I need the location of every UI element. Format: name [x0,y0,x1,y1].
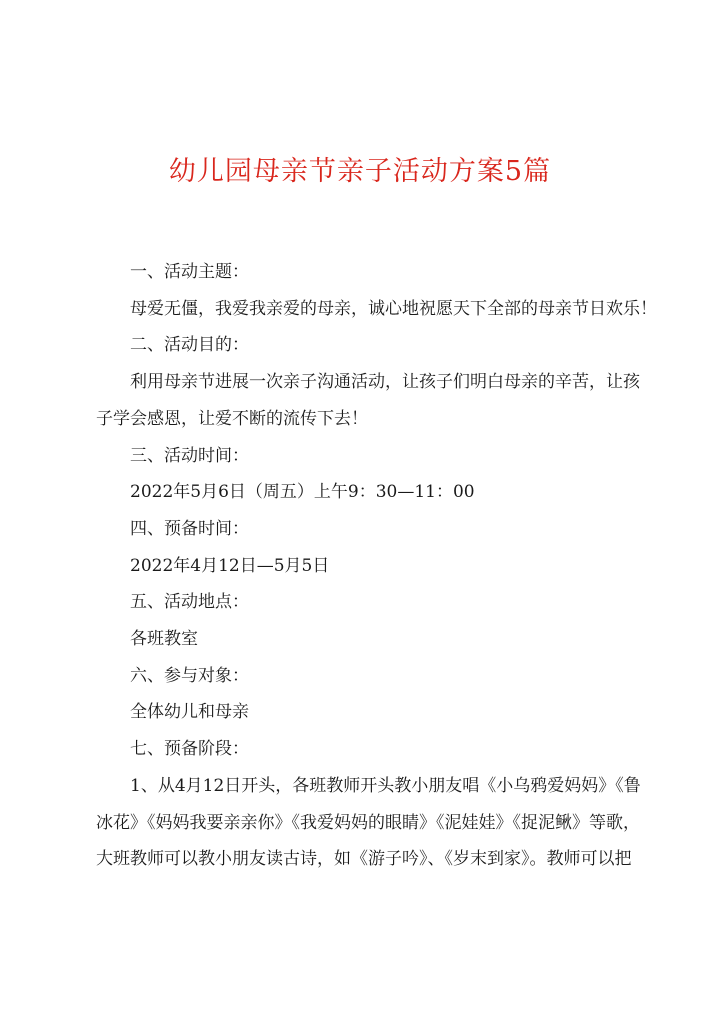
section-heading-time: 三、活动时间： [130,445,249,466]
section-heading-purpose: 二、活动目的： [130,335,249,356]
paragraph-line: 利用母亲节进展一次亲子沟通活动，让孩子们明白母亲的辛苦，让孩 [130,372,640,393]
paragraph-line: 子学会感恩，让爱不断的流传下去！ [96,408,368,429]
document-title: 幼儿园母亲节亲子活动方案5篇 [168,156,552,187]
paragraph-line: 各班教室 [130,629,198,650]
section-heading-prep-stage: 七、预备阶段： [130,739,249,760]
section-heading-location: 五、活动地点： [130,592,249,613]
paragraph-line: 全体幼儿和母亲 [130,702,249,723]
paragraph-line: 2022年5月6日（周五）上午9：30—11：00 [130,482,475,503]
paragraph-line: 冰花》《妈妈我要亲亲你》《我爱妈妈的眼睛》《泥娃娃》《捉泥鳅》等歌， [96,812,640,833]
section-heading-participants: 六、参与对象： [130,665,249,686]
document-body [96,254,657,878]
section-heading-theme: 一、活动主题： [130,262,249,282]
paragraph-line: 大班教师可以教小朋友读古诗，如《游子吟》、《岁末到家》。教师可以把 [96,849,632,870]
paragraph-line: 1、从4月12日开头，各班教师开头教小朋友唱《小乌鸦爱妈妈》《鲁 [130,775,641,796]
paragraph-line: 母爱无僵，我爱我亲爱的母亲，诚心地祝愿天下全部的母亲节日欢乐！ [130,298,657,319]
paragraph-line: 2022年4月12日—5月5日 [130,555,330,576]
section-heading-prep-time: 四、预备时间： [130,518,249,539]
